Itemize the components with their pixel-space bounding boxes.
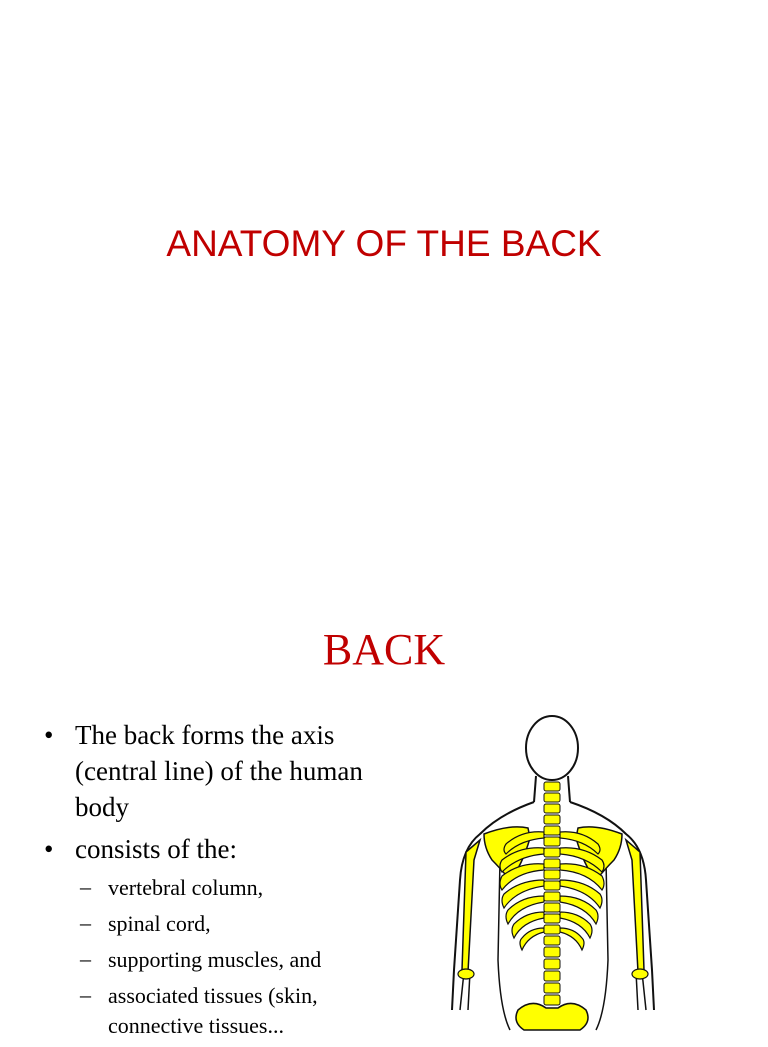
sub-bullet-text: spinal cord,: [108, 911, 211, 936]
bullet-item: [44, 831, 394, 867]
pelvis: [516, 1003, 588, 1030]
slide-title-heading: ANATOMY OF THE BACK: [166, 223, 602, 264]
sub-bullet-text: associated tissues (skin, connective tissues...: [108, 983, 318, 1038]
sub-bullet-marker: –: [80, 982, 91, 1007]
bullet-list: [44, 717, 394, 1047]
head: [526, 716, 578, 780]
sub-bullet-item: [44, 945, 394, 975]
skeleton-back-illustration: [440, 710, 670, 1030]
bullet-text: consists of the:: [75, 834, 237, 864]
sub-bullet-item: [44, 909, 394, 939]
bullet-marker: •: [44, 834, 54, 864]
sub-bullet-item: [44, 873, 394, 903]
sub-bullet-marker: –: [80, 910, 91, 935]
right-humerus: [626, 840, 644, 972]
sub-bullet-text: vertebral column,: [108, 875, 264, 900]
sub-bullet-item: [44, 981, 394, 1041]
right-elbow: [632, 969, 648, 979]
left-humerus: [462, 840, 480, 972]
bullet-item: [44, 717, 394, 825]
bullet-marker: •: [44, 720, 54, 750]
sub-bullet-text: supporting muscles, and: [108, 947, 322, 972]
sub-bullet-marker: –: [80, 946, 91, 971]
vertebral-column: [544, 782, 560, 1005]
bullet-text: The back forms the axis (central line) of the human body: [75, 720, 363, 822]
left-elbow: [458, 969, 474, 979]
sub-bullet-list: [44, 873, 394, 1041]
sub-bullet-marker: –: [80, 874, 91, 899]
slide-back: [0, 576, 768, 1038]
slide-back-heading: BACK: [322, 625, 446, 674]
